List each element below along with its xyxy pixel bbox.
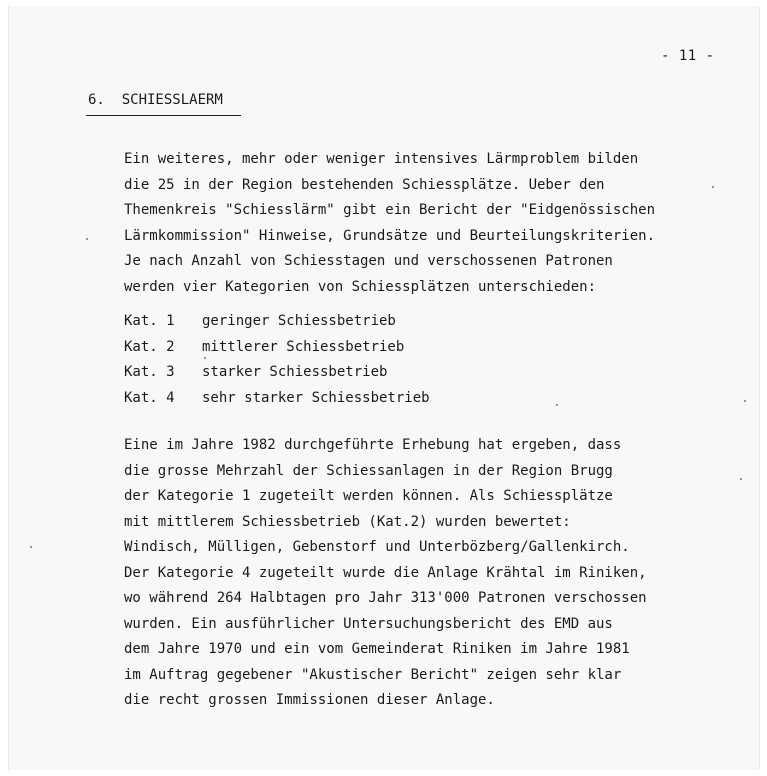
category-list <box>124 313 430 415</box>
paragraph-line: die grosse Mehrzahl der Schiessanlagen in der Region Brugg <box>124 462 613 479</box>
category-item <box>124 364 430 390</box>
scan-speck <box>556 404 558 406</box>
paragraph-line: der Kategorie 1 zugeteilt werden können. Als Schiessplätze <box>124 488 613 504</box>
category-label: mittlerer Schiessbetrieb <box>202 338 405 355</box>
paragraph-intro <box>124 150 655 304</box>
section-number: 6. <box>88 92 105 108</box>
paragraph-line: Je nach Anzahl von Schiesstagen und verschossenen Patronen <box>124 253 613 270</box>
paragraph-line: Eine im Jahre 1982 durchgeführte Erhebung hat ergeben, dass <box>124 437 622 453</box>
paragraph-line: Ein weiteres, mehr oder weniger intensives Lärmproblem bilden <box>124 151 639 167</box>
section-title: SCHIESSLAERM <box>121 92 223 108</box>
paragraph-line: werden vier Kategorien von Schiessplätzen unterschieden: <box>124 278 597 295</box>
category-key: Kat. 4 <box>124 389 175 406</box>
scan-speck <box>86 238 88 240</box>
paragraph-survey <box>124 436 647 717</box>
paragraph-line: wurden. Ein ausführlicher Untersuchungsbericht des EMD aus <box>124 615 613 632</box>
category-label: starker Schiessbetrieb <box>202 364 388 381</box>
category-key: Kat. 2 <box>124 338 175 355</box>
scan-speck <box>204 357 206 359</box>
scan-speck <box>744 400 746 402</box>
category-item <box>124 339 430 365</box>
paragraph-line: Themenkreis "Schiesslärm" gibt ein Bericht der "Eidgenössischen <box>124 202 656 219</box>
paragraph-line: die recht grossen Immissionen dieser Anlage. <box>124 692 495 708</box>
page-number: - 11 - <box>661 48 715 64</box>
section-heading <box>88 92 223 108</box>
paragraph-line: Der Kategorie 4 zugeteilt wurde die Anlage Krähtal im Riniken, <box>124 564 647 581</box>
paragraph-line: im Auftrag gegebener "Akustischer Bericht" zeigen sehr klar <box>124 666 622 683</box>
category-item <box>124 313 430 339</box>
scan-speck <box>712 186 714 188</box>
paragraph-line: wo während 264 Halbtagen pro Jahr 313'000 Patronen verschossen <box>124 590 647 606</box>
category-key: Kat. 3 <box>124 364 175 381</box>
heading-underline <box>86 115 241 116</box>
paragraph-line: dem Jahre 1970 und ein vom Gemeinderat Riniken im Jahre 1981 <box>124 641 630 657</box>
scan-speck <box>740 478 742 480</box>
category-label: geringer Schiessbetrieb <box>202 313 396 329</box>
scan-speck <box>30 546 32 548</box>
category-label: sehr starker Schiessbetrieb <box>202 389 430 406</box>
category-item <box>124 390 430 416</box>
paragraph-line: mit mittlerem Schiessbetrieb (Kat.2) wurden bewertet: <box>124 513 571 530</box>
paragraph-line: Windisch, Mülligen, Gebenstorf und Unterbözberg/Gallenkirch. <box>124 539 630 555</box>
paragraph-line: Lärmkommission" Hinweise, Grundsätze und Beurteilungskriterien. <box>124 227 656 244</box>
paragraph-line: die 25 in der Region bestehenden Schiessplätze. Ueber den <box>124 176 605 193</box>
category-key: Kat. 1 <box>124 313 175 329</box>
